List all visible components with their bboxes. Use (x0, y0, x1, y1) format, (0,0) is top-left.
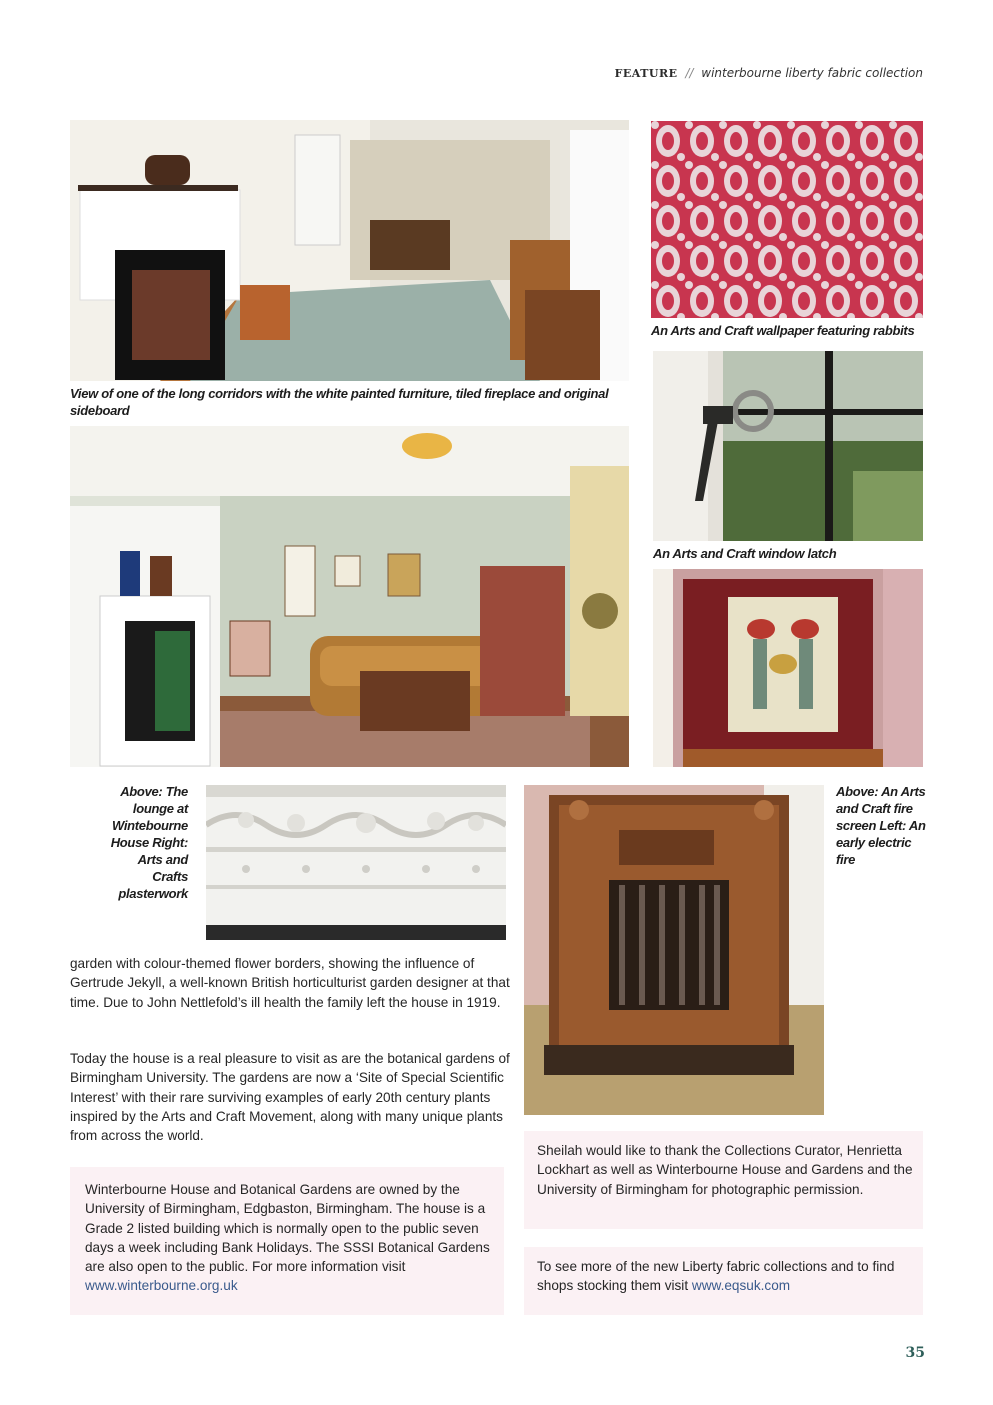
info-box-text (85, 1180, 490, 1296)
eqsuk-link[interactable]: www.eqsuk.com (691, 1278, 791, 1294)
page-number: 35 (905, 1345, 925, 1361)
info-box (70, 1167, 504, 1315)
running-header (615, 66, 923, 80)
firescreen-photo (653, 569, 923, 767)
body-paragraph: garden with colour-themed flower borders, showing the influence of Gertrude Jekyll, a well-known British horticulturist garden designer at that time. Due to John Nettlefold’s ill health the family left the house in 1919. (70, 956, 510, 1010)
lounge-photo (70, 426, 629, 767)
thanks-box (524, 1131, 923, 1229)
wallpaper-caption: An Arts and Craft wallpaper featuring rabbits (651, 323, 915, 338)
header-separator: // (685, 66, 694, 80)
latch-caption: An Arts and Craft window latch (653, 546, 837, 561)
latch-photo (653, 351, 923, 541)
body-paragraph: Today the house is a real pleasure to visit as are the botanical gardens of Birmingham University. The gardens are now a ‘Site of Special Scientific Interest’ with their rare surviving examples of early 20th century plants inspired by the Arts and Craft Movement, along with many unique plants from across the world. (70, 1051, 510, 1144)
winterbourne-link[interactable]: www.winterbourne.org.uk (85, 1278, 238, 1294)
plasterwork-photo (206, 785, 506, 940)
corridor-photo (70, 120, 629, 381)
thanks-text: Sheilah would like to thank the Collections Curator, Henrietta Lockhart as well as Winterbourne House and Gardens and the University of Birmingham for photographic permission. (537, 1143, 913, 1197)
lounge-caption: Above: The lounge at Wintebourne House Right: Arts and Crafts plasterwork (110, 784, 188, 901)
firescreen-caption: Above: An Arts and Craft fire screen Left: An early electric fire (836, 784, 926, 867)
more-info-text (537, 1257, 915, 1296)
header-topic: winterbourne liberty fabric collection (701, 66, 923, 80)
electric-fire-photo (524, 785, 824, 1115)
more-text: To see more of the new Liberty fabric collections and to find shops stocking them visit (537, 1259, 895, 1294)
more-info-box (524, 1247, 923, 1315)
section-tag: FEATURE (614, 67, 678, 80)
wallpaper-photo (651, 121, 923, 318)
corridor-caption: View of one of the long corridors with the white painted furniture, tiled fireplace and original sideboard (70, 386, 609, 418)
info-text: Winterbourne House and Botanical Gardens are owned by the University of Birmingham, Edgbaston, Birmingham. The house is a Grade 2 listed building which is normally open to the public seven days a week including Bank Holidays. The SSSI Botanical Gardens are also open to the public. For more information visit (85, 1182, 490, 1275)
